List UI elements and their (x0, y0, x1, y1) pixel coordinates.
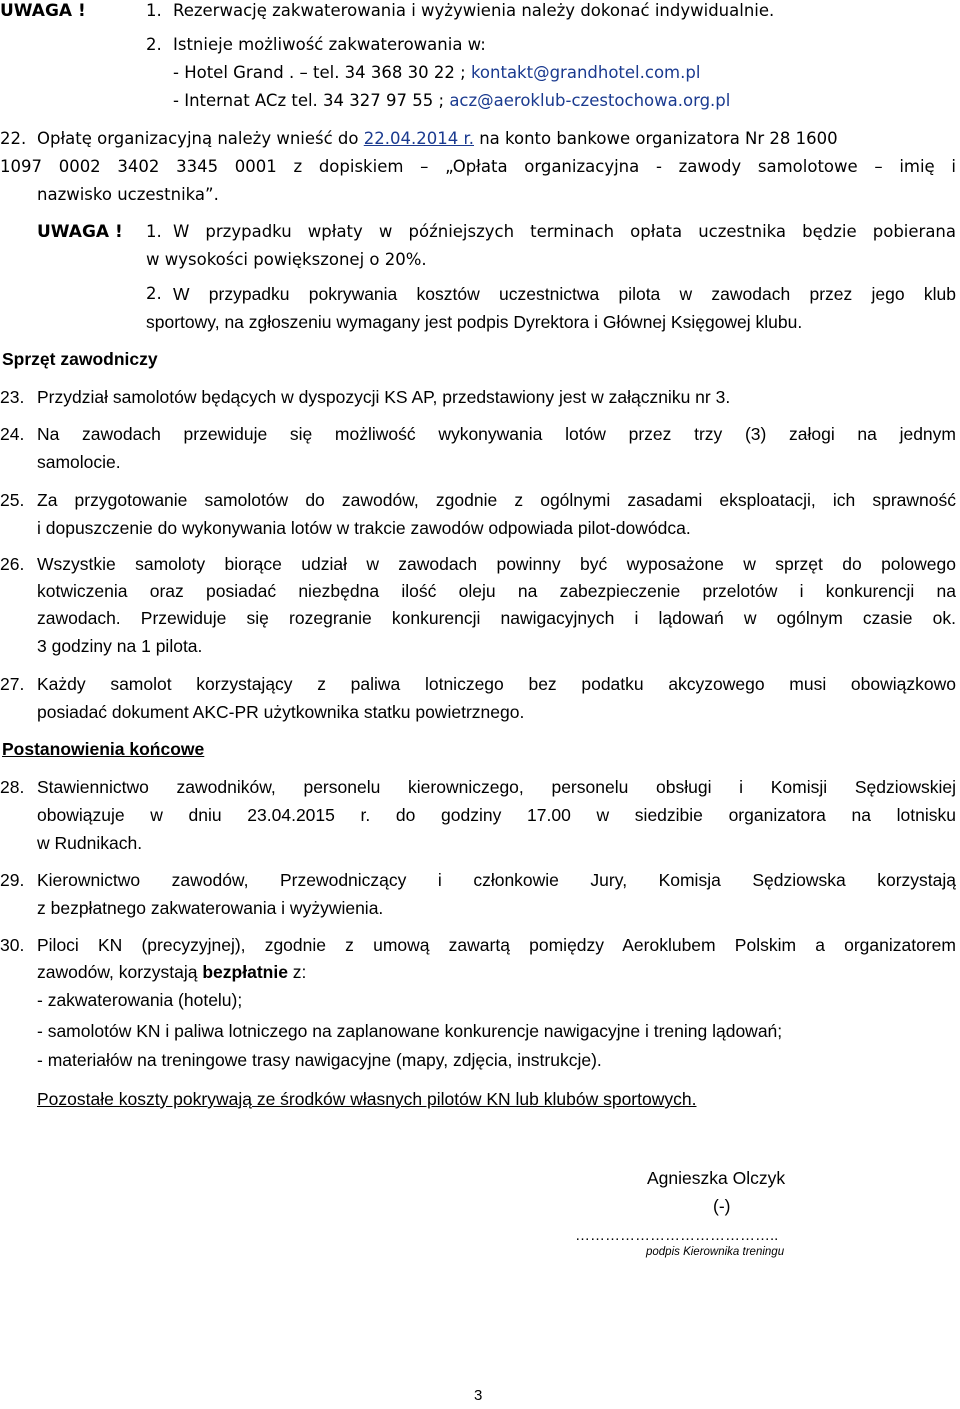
section-29-number: 29. (0, 870, 25, 890)
section-30-line1: Piloci KN (precyzyjnej), zgodnie z umową zawartą pomiędzy Aeroklubem Polskim a organizatorem (37, 935, 956, 955)
section-27-line1: Każdy samolot korzystający z paliwa lotniczego bez podatku akcyzowego musi obowiązkowo (37, 674, 956, 694)
section-28-number: 28. (0, 777, 25, 797)
hotel-grand-text: - Hotel Grand . – tel. 34 368 30 22 ; (173, 63, 471, 82)
uwaga2-item2-number: 2. (146, 284, 162, 303)
section-26-line1: Wszystkie samoloty biorące udział w zawodach powinny być wyposażone w sprzęt do polowego (37, 554, 956, 574)
uwaga2-label: UWAGA ! (37, 222, 123, 242)
section-24-line1: Na zawodach przewiduje się możliwość wykonywania lotów przez trzy (3) załogi na jednym (37, 424, 956, 444)
section-26-line2: kotwiczenia oraz posiadać niezbędna ilość oleju na zabezpieczenie przelotów i konkurencji na (37, 581, 956, 601)
section-22-line2: 1097 0002 3402 3345 0001 z dopiskiem – „Opłata organizacyjna - zawody samolotowe – imię i (0, 157, 956, 176)
section-27-line2: posiadać dokument AKC-PR użytkownika statku powietrznego. (37, 702, 525, 722)
uwaga2-item1-line1: W przypadku wpłaty w późniejszych terminach opłata uczestnika będzie pobierana (173, 222, 956, 241)
section-23-line1: Przydział samolotów będących w dyspozycji KS AP, przedstawiony jest w załączniku nr 3. (37, 387, 731, 407)
section-22-line1 (37, 125, 838, 153)
section-24-number: 24. (0, 424, 25, 444)
final-provisions-heading: Postanowienia końcowe (2, 739, 205, 759)
section-26-line4: 3 godziny na 1 pilota. (37, 636, 203, 656)
bullet-aircraft-fuel: - samolotów KN i paliwa lotniczego na zaplanowane konkurencje nawigacyjne i trening lądowań; (37, 1021, 783, 1041)
hotel-email-link[interactable]: kontakt@grandhotel.com.pl (470, 63, 701, 82)
section-25-number: 25. (0, 490, 25, 510)
section-28-line3: w Rudnikach. (37, 833, 143, 853)
section-30-line2 (37, 958, 306, 986)
closing-remark: Pozostałe koszty pokrywają ze środków własnych pilotów KN lub klubów sportowych. (37, 1089, 697, 1109)
internat-text: - Internat ACz tel. 34 327 97 55 ; (173, 91, 450, 110)
signatory-name: Agnieszka Olczyk (647, 1168, 786, 1188)
bullet-materials: - materiałów na treningowe trasy nawigacyjne (mapy, zdjęcia, instrukcje). (37, 1050, 602, 1070)
section-26-line3: zawodach. Przewiduje się rozegranie konkurencji nawigacyjnych i lądowań w ogólnym czasie ok. (37, 608, 956, 628)
uwaga1-item2-number: 2. (146, 35, 162, 54)
internat-line (173, 87, 730, 115)
section-23-number: 23. (0, 387, 25, 407)
signature-line: ………………………………….. (575, 1227, 779, 1244)
page-number: 3 (474, 1387, 483, 1404)
bullet-accommodation: - zakwaterowania (hotelu); (37, 990, 243, 1010)
equipment-heading: Sprzęt zawodniczy (2, 349, 158, 369)
free-of-charge-emphasis: bezpłatnie (202, 962, 288, 982)
uwaga1-item2-text: Istnieje możliwość zakwaterowania w: (173, 35, 486, 54)
uwaga2-item2-line2: sportowy, na zgłoszeniu wymagany jest podpis Dyrektora i Głównej Księgowej klubu. (146, 312, 803, 332)
section-27-number: 27. (0, 674, 25, 694)
section-26-number: 26. (0, 554, 25, 574)
section-30-text-b: z: (287, 962, 307, 982)
uwaga-label: UWAGA ! (0, 1, 86, 21)
section-30-number: 30. (0, 935, 25, 955)
section-28-line2: obowiązuje w dniu 23.04.2015 r. do godziny 17.00 w siedzibie organizatora na lotnisku (37, 805, 956, 825)
section-28-line1: Stawiennictwo zawodników, personelu kierowniczego, personelu obsługi i Komisji Sędziowskiej (37, 777, 956, 797)
section-22-text-b: na konto bankowe organizatora Nr 28 1600 (473, 129, 838, 148)
section-25-line2: i dopuszczenie do wykonywania lotów w trakcie zawodów odpowiada pilot-dowódca. (37, 518, 691, 538)
hotel-grand-line (173, 59, 700, 87)
uwaga2-item1-line2: w wysokości powiększonej o 20%. (146, 250, 427, 269)
uwaga1-item1-number: 1. (146, 1, 162, 20)
section-22-text-a: Opłatę organizacyjną należy wnieść do (37, 129, 364, 148)
section-30-text-a: zawodów, korzystają (37, 962, 203, 982)
section-29-line1: Kierownictwo zawodów, Przewodniczący i członkowie Jury, Komisja Sędziowska korzystają (37, 870, 956, 890)
signature-caption: podpis Kierownika treningu (646, 1246, 785, 1258)
payment-deadline-date: 22.04.2014 r. (363, 129, 474, 148)
signature-mark: (-) (713, 1196, 731, 1216)
section-22-number: 22. (0, 129, 27, 148)
section-25-line1: Za przygotowanie samolotów do zawodów, zgodnie z ogólnymi zasadami eksploatacji, ich sprawność (37, 490, 956, 510)
uwaga2-item2-line1: W przypadku pokrywania kosztów uczestnictwa pilota w zawodach przez jego klub (173, 284, 956, 304)
section-29-line2: z bezpłatnego zakwaterowania i wyżywienia. (37, 898, 384, 918)
uwaga1-item1-text: Rezerwację zakwaterowania i wyżywienia należy dokonać indywidualnie. (173, 1, 775, 20)
internat-email-link[interactable]: acz@aeroklub-czestochowa.org.pl (449, 91, 731, 110)
section-22-line3: nazwisko uczestnika”. (37, 185, 219, 204)
uwaga2-item1-number: 1. (146, 222, 162, 241)
section-24-line2: samolocie. (37, 452, 121, 472)
